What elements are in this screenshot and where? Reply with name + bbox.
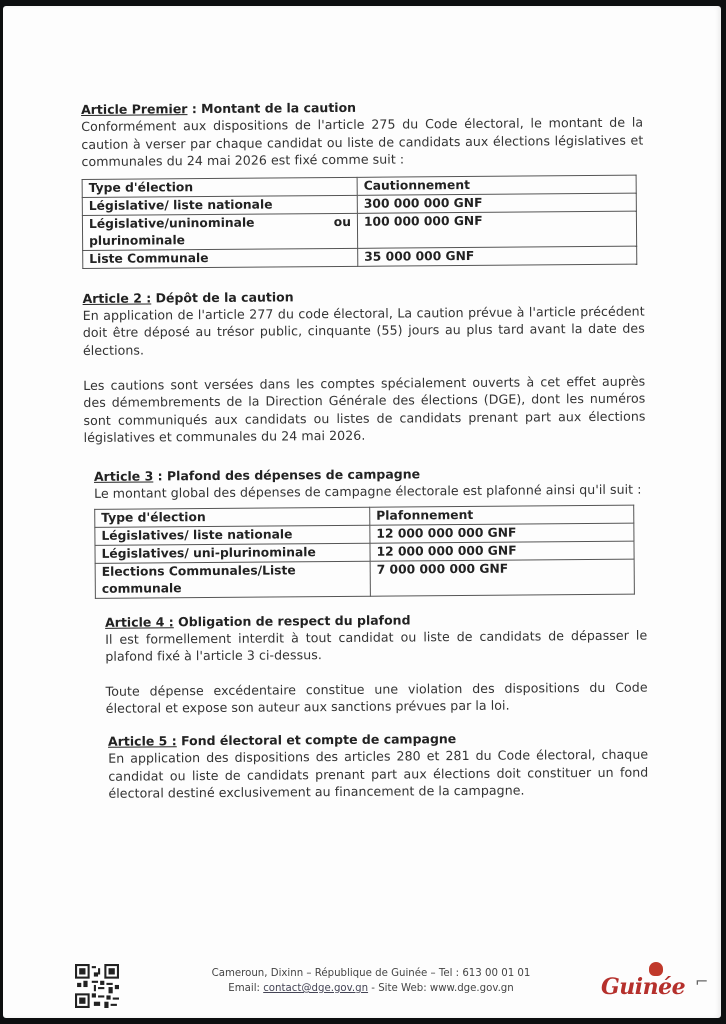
guinee-logo (597, 960, 717, 1010)
table-cell-type: Législative/ liste nationale (82, 195, 357, 215)
email-link[interactable]: contact@dge.gov.gn (263, 983, 369, 994)
article-4 (105, 610, 648, 718)
table-header-cell: Type d'élection (82, 177, 357, 197)
article-number: Article 2 : (82, 290, 152, 306)
table-row (82, 211, 636, 250)
table-cell-type: Elections Communales/Liste communale (95, 561, 370, 598)
plafond-table (94, 504, 635, 598)
article-title: Obligation de respect du plafond (178, 611, 411, 629)
table-cell-type: Législatives/ liste nationale (95, 525, 370, 545)
footer-contact-line: Email: contact@dge.gov.gn - Site Web: www.dge.gov.gn (228, 983, 514, 994)
article-paragraph: Le montant global des dépenses de campagne électorale est plafonné ainsi qu'il suit : (94, 481, 642, 501)
table-cell-type: Législatives/ uni-plurinominale (95, 543, 370, 563)
article-number: Article 5 : (107, 733, 177, 749)
table-cell-value: 300 000 000 GNF (357, 193, 636, 213)
table-cell-value: 12 000 000 000 GNF (370, 523, 634, 543)
table-cell-value: 7 000 000 000 GNF (370, 559, 634, 596)
article-title: Fond électoral et compte de campagne (180, 730, 457, 749)
table-cell-value: 100 000 000 GNF (357, 211, 636, 248)
table-cell-value: 35 000 000 GNF (358, 246, 637, 266)
article-2 (82, 286, 645, 447)
article-title: Plafond des dépenses de campagne (166, 466, 421, 484)
table-cell-type: Législative/uninominale ou plurinominale (82, 213, 357, 250)
article-heading: Article Premier : Montant de la caution (81, 99, 357, 117)
footer-address: Cameroun, Dixinn – République de Guinée – Tel : 613 00 01 01 (211, 968, 531, 979)
article-paragraph: Conformément aux dispositions de l'article 275 du Code électoral, le montant de la caution à verser par chaque candidat ou liste de candidats aux élections législatives et communales du 24 mai 2026 est fixé comme suit : (81, 114, 644, 170)
logo-swoosh-icon: ⌐ (695, 972, 709, 991)
article-number: Article 4 : (105, 613, 174, 630)
article-paragraph: En application des dispositions des articles 280 et 281 du Code électoral, chaque candidat ou liste de candidats prenant part aux élections doit constituer un fond électoral destiné exclusivement au financement de la campagne. (108, 746, 649, 801)
logo-text: Guinée (601, 974, 686, 1000)
article-title: Montant de la caution (201, 99, 357, 117)
table-cell-value: 12 000 000 000 GNF (370, 541, 634, 561)
table-header-cell: Cautionnement (357, 175, 636, 195)
table-row (83, 246, 637, 268)
article-title: Dépôt de la caution (155, 289, 294, 306)
table-row (95, 559, 634, 598)
article-5 (108, 729, 649, 802)
table-header-cell: Plafonnement (370, 505, 634, 525)
footer-contact (181, 966, 561, 996)
qr-code-icon (75, 964, 119, 1008)
article-number: Article Premier (81, 101, 188, 117)
page-footer (3, 956, 721, 1016)
article-paragraph: Les cautions sont versées dans les comptes spécialement ouverts à cet effet auprès des démembrements de la Direction Générale des élections (DGE), dont les numéros sont communiqués aux candidats ou listes de candidats prenant part aux élections législatives et communales du 24 mai 2026. (83, 373, 646, 446)
table-cell-type: Liste Communale (83, 248, 358, 268)
article-paragraph: Il est formellement interdit à tout candidat ou liste de candidats de dépasser le plafond fixé à l'article 3 ci-dessus. (105, 627, 648, 664)
caution-table (82, 174, 638, 268)
article-paragraph: En application de l'article 277 du code électoral, La caution prévue à l'article précédent doit être déposé au trésor public, cinquante (55) jours au plus tard avant la date des élections. (82, 303, 645, 358)
document-page (3, 6, 721, 1018)
table-header-cell: Type d'élection (95, 507, 370, 527)
article-premier (81, 98, 644, 269)
article-3 (94, 465, 647, 599)
website-text: - Site Web: www.dge.gov.gn (368, 983, 514, 994)
article-paragraph: Toute dépense excédentaire constitue une violation des dispositions du Code électoral et expose son auteur aux sanctions prévues par la loi. (105, 679, 648, 717)
article-heading: Article 3 : Plafond des dépenses de campagne (93, 466, 421, 484)
document-body (81, 98, 648, 803)
article-number: Article 3 (93, 468, 154, 484)
